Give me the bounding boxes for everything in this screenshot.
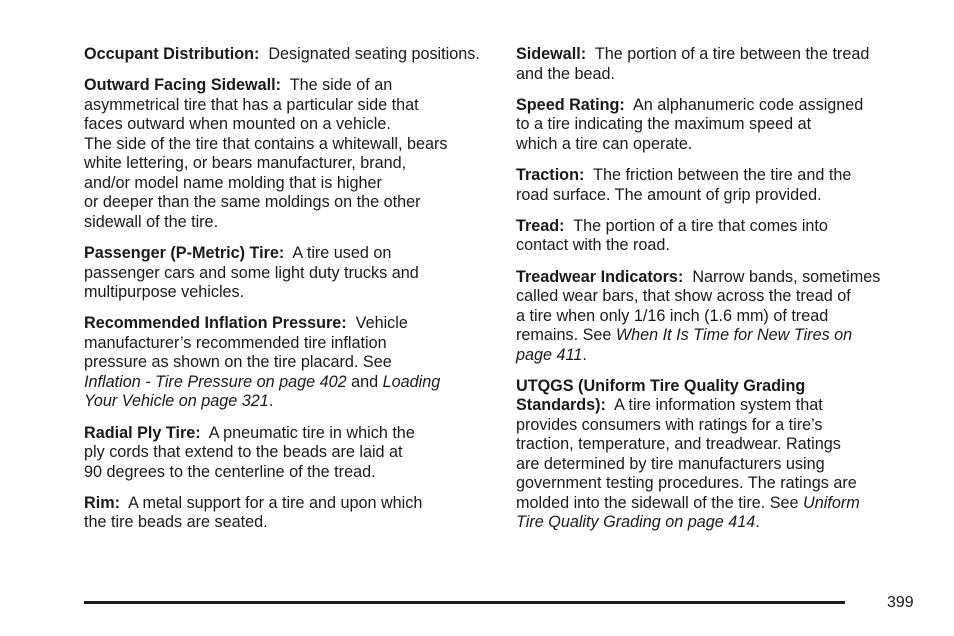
definition-line: to a tire indicating the maximum speed at: [516, 115, 812, 134]
cross-reference-uniform-tire-quality-grading[interactable]: Tire Quality Grading on page 414: [516, 513, 756, 532]
entry-radial-ply-tire: [84, 424, 494, 483]
definition-line: passenger cars and some light duty trucks and: [84, 263, 419, 282]
cross-reference-loading-your-vehicle[interactable]: Loading: [382, 372, 441, 391]
term-traction: Traction:: [516, 166, 585, 185]
term-sidewall: Sidewall:: [516, 45, 587, 63]
definition-line: A tire information system that: [614, 396, 823, 415]
definition-line: An alphanumeric code assigned: [632, 95, 864, 114]
term-rim: Rim:: [84, 493, 120, 512]
definition-line: ply cords that extend to the beads are laid at: [84, 443, 403, 462]
term-utqgs: UTQGS (Uniform Tire Quality Grading: [516, 376, 806, 395]
definition-line: molded into the sidewall of the tire. See: [516, 493, 799, 512]
entry-rim: [84, 494, 494, 533]
entry-recommended-inflation-pressure: [84, 314, 494, 412]
definition-line: sidewall of the tire.: [84, 212, 219, 231]
definition-line: A pneumatic tire in which the: [208, 423, 415, 442]
entry-passenger-tire: [84, 244, 494, 303]
term-radial-ply-tire: Radial Ply Tire:: [84, 423, 201, 442]
term-passenger-tire: Passenger (P-Metric) Tire:: [84, 244, 285, 263]
definition-line: 90 degrees to the centerline of the tread.: [84, 462, 376, 481]
definition-line: are determined by tire manufacturers using: [516, 454, 825, 473]
definition-line: The portion of a tire between the tread: [594, 45, 870, 63]
entry-speed-rating: [516, 96, 921, 155]
definition-line: pressure as shown on the tire placard. See: [84, 353, 392, 372]
entry-treadwear-indicators: [516, 268, 921, 366]
definition-line: A metal support for a tire and upon which: [128, 493, 423, 512]
definition-line: which a tire can operate.: [516, 134, 693, 153]
definition-line: The side of an: [289, 76, 393, 95]
entry-occupant-distribution: [84, 45, 494, 65]
definition-line: and/or model name molding that is higher: [84, 173, 382, 192]
definition-line: manufacturer’s recommended tire inflation: [84, 333, 387, 352]
definition-line: called wear bars, that show across the tread of: [516, 287, 851, 306]
entry-sidewall: [516, 45, 921, 84]
term-outward-facing-sidewall: Outward Facing Sidewall:: [84, 76, 281, 95]
definition-line: The friction between the tire and the: [593, 166, 852, 185]
definition-line: contact with the road.: [516, 236, 670, 255]
entry-tread: [516, 217, 921, 256]
entry-traction: [516, 166, 921, 205]
definition-line: asymmetrical tire that has a particular side that: [84, 95, 419, 114]
cross-reference-new-tires[interactable]: When It Is Time for New Tires on: [615, 326, 853, 345]
definition-line: Vehicle: [355, 314, 408, 333]
definition-line: a tire when only 1/16 inch (1.6 mm) of tread: [516, 306, 829, 325]
right-column: [516, 45, 921, 545]
term-speed-rating: Speed Rating:: [516, 95, 625, 114]
term-treadwear-indicators: Treadwear Indicators:: [516, 267, 684, 286]
cross-reference-new-tires[interactable]: page 411: [516, 345, 583, 364]
definition-line: Narrow bands, sometimes: [692, 267, 881, 286]
term-tread: Tread:: [516, 216, 565, 235]
page-number: 399: [887, 594, 914, 611]
definition-occupant-distribution: Designated seating positions.: [268, 45, 480, 63]
definition-line: The side of the tire that contains a whitewall, bears: [84, 134, 448, 153]
definition-line: faces outward when mounted on a vehicle.: [84, 115, 391, 134]
definition-line: multipurpose vehicles.: [84, 283, 245, 302]
definition-line: provides consumers with ratings for a tire’s: [516, 415, 823, 434]
definition-line: or deeper than the same moldings on the other: [84, 193, 421, 212]
definition-line: government testing procedures. The ratings are: [516, 474, 857, 493]
term-recommended-inflation-pressure: Recommended Inflation Pressure:: [84, 314, 347, 333]
cross-reference-uniform-tire-quality-grading[interactable]: Uniform: [803, 493, 860, 512]
definition-line: road surface. The amount of grip provided.: [516, 185, 822, 204]
sentence-end: .: [268, 392, 274, 411]
definition-connector: and: [351, 372, 379, 391]
footer-rule: [84, 601, 845, 604]
definition-line: remains. See: [516, 326, 612, 345]
definition-line: and the bead.: [516, 64, 616, 83]
cross-reference-inflation-tire-pressure[interactable]: Inflation - Tire Pressure on page 402: [84, 372, 347, 391]
cross-reference-loading-your-vehicle[interactable]: Your Vehicle on page 321: [84, 392, 269, 411]
definition-line: white lettering, or bears manufacturer, brand,: [84, 154, 407, 173]
sentence-end: .: [582, 345, 587, 364]
definition-line: A tire used on: [292, 244, 392, 263]
term-occupant-distribution: Occupant Distribution:: [84, 45, 260, 63]
left-column: [84, 45, 494, 545]
entry-utqgs: [516, 377, 921, 533]
sentence-end: .: [755, 513, 760, 532]
entry-outward-facing-sidewall: [84, 76, 494, 232]
definition-line: The portion of a tire that comes into: [573, 216, 828, 235]
definition-line: the tire beads are seated.: [84, 513, 268, 532]
term-utqgs: Standards):: [516, 396, 606, 415]
definition-line: traction, temperature, and treadwear. Ratings: [516, 435, 841, 454]
